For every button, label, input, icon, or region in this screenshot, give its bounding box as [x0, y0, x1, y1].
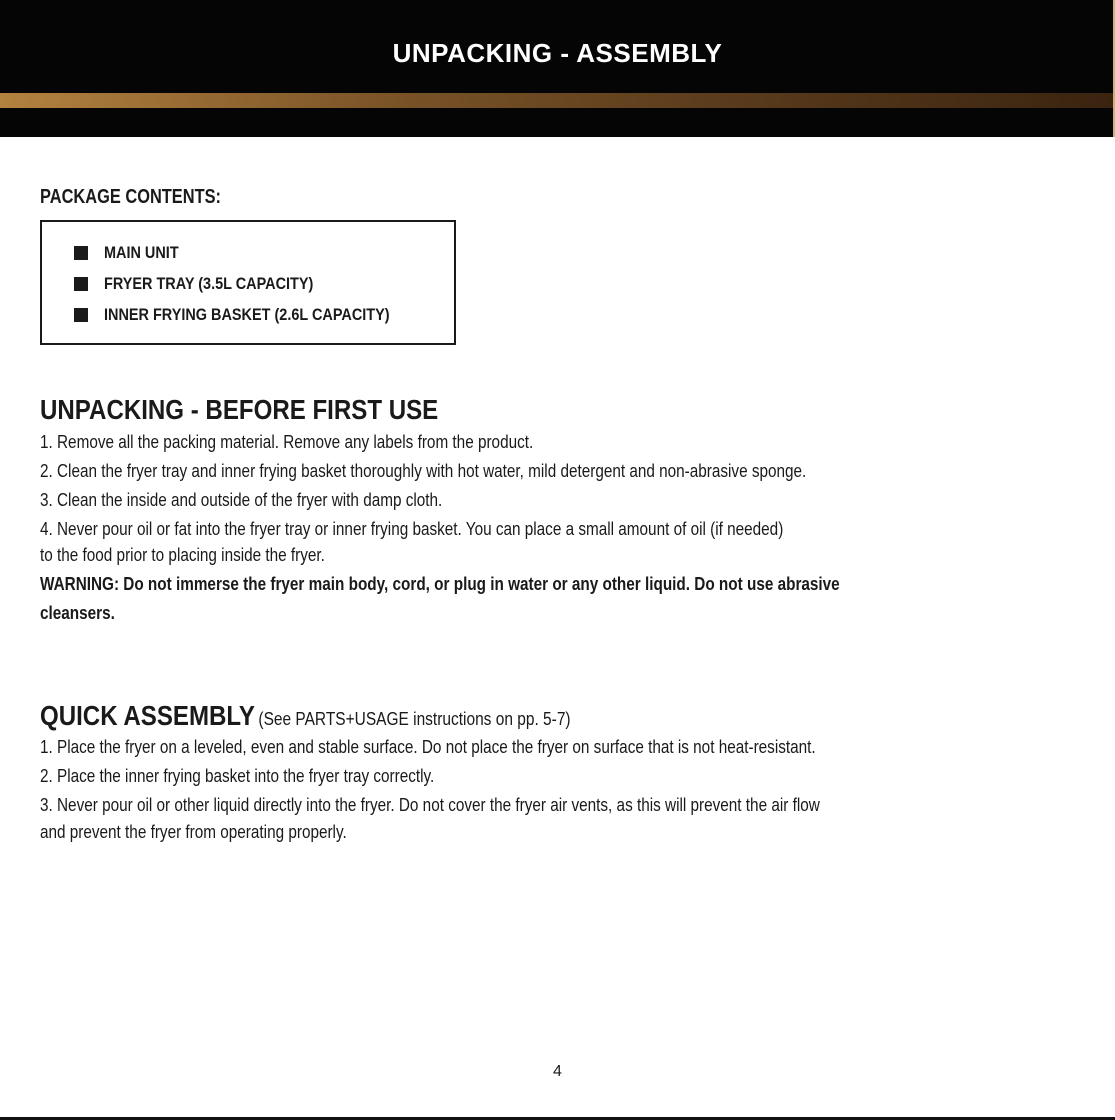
- unpacking-line-2: 2. Clean the fryer tray and inner frying basket thoroughly with hot water, mild detergent and non-abrasive sponge.: [40, 461, 807, 481]
- assembly-line-3-continued: and prevent the fryer from operating properly.: [40, 822, 347, 842]
- unpacking-line-4: 4. Never pour oil or fat into the fryer tray or inner frying basket. You can place a small amount of oil (if needed): [40, 519, 784, 539]
- assembly-line-1: 1. Place the fryer on a leveled, even and stable surface. Do not place the fryer on surface that is not heat-resistant.: [40, 737, 816, 757]
- quick-assembly-heading-text: QUICK ASSEMBLY: [40, 700, 255, 731]
- assembly-line-3: 3. Never pour oil or other liquid directly into the fryer. Do not cover the fryer air vents, as this will prevent the air flow: [40, 795, 820, 815]
- list-item: [74, 242, 192, 264]
- header-band: [0, 0, 1115, 137]
- quick-assembly-heading: [40, 700, 571, 732]
- assembly-line-2: 2. Place the inner frying basket into the fryer tray correctly.: [40, 766, 435, 786]
- package-item-label: MAIN UNIT: [104, 243, 179, 262]
- page-title: UNPACKING - ASSEMBLY: [392, 38, 723, 68]
- unpacking-line-3: 3. Clean the inside and outside of the fryer with damp cloth.: [40, 490, 443, 510]
- package-contents-box: [40, 220, 456, 345]
- package-item-label: INNER FRYING BASKET (2.6L CAPACITY): [104, 305, 390, 324]
- list-item: [74, 304, 440, 326]
- quick-assembly-note: (See PARTS+USAGE instructions on pp. 5-7): [258, 709, 571, 729]
- list-item: [74, 273, 350, 295]
- unpacking-line-4-continued: to the food prior to placing inside the fryer.: [40, 545, 325, 565]
- square-bullet-icon: [74, 277, 88, 291]
- unpacking-heading-text: UNPACKING - BEFORE FIRST USE: [40, 394, 439, 425]
- package-item-label: FRYER TRAY (3.5L CAPACITY): [104, 274, 314, 293]
- square-bullet-icon: [74, 246, 88, 260]
- unpacking-line-1: 1. Remove all the packing material. Remove any labels from the product.: [40, 432, 534, 452]
- page-number: 4: [553, 1063, 562, 1080]
- package-contents-heading: PACKAGE CONTENTS:: [40, 186, 222, 208]
- header-gradient-stripe: [0, 93, 1115, 108]
- square-bullet-icon: [74, 308, 88, 322]
- warning-line-1: WARNING: Do not immerse the fryer main body, cord, or plug in water or any other liquid. Do not use abrasive: [40, 574, 840, 594]
- unpacking-heading: [40, 394, 438, 426]
- warning-line-2: cleansers.: [40, 603, 115, 623]
